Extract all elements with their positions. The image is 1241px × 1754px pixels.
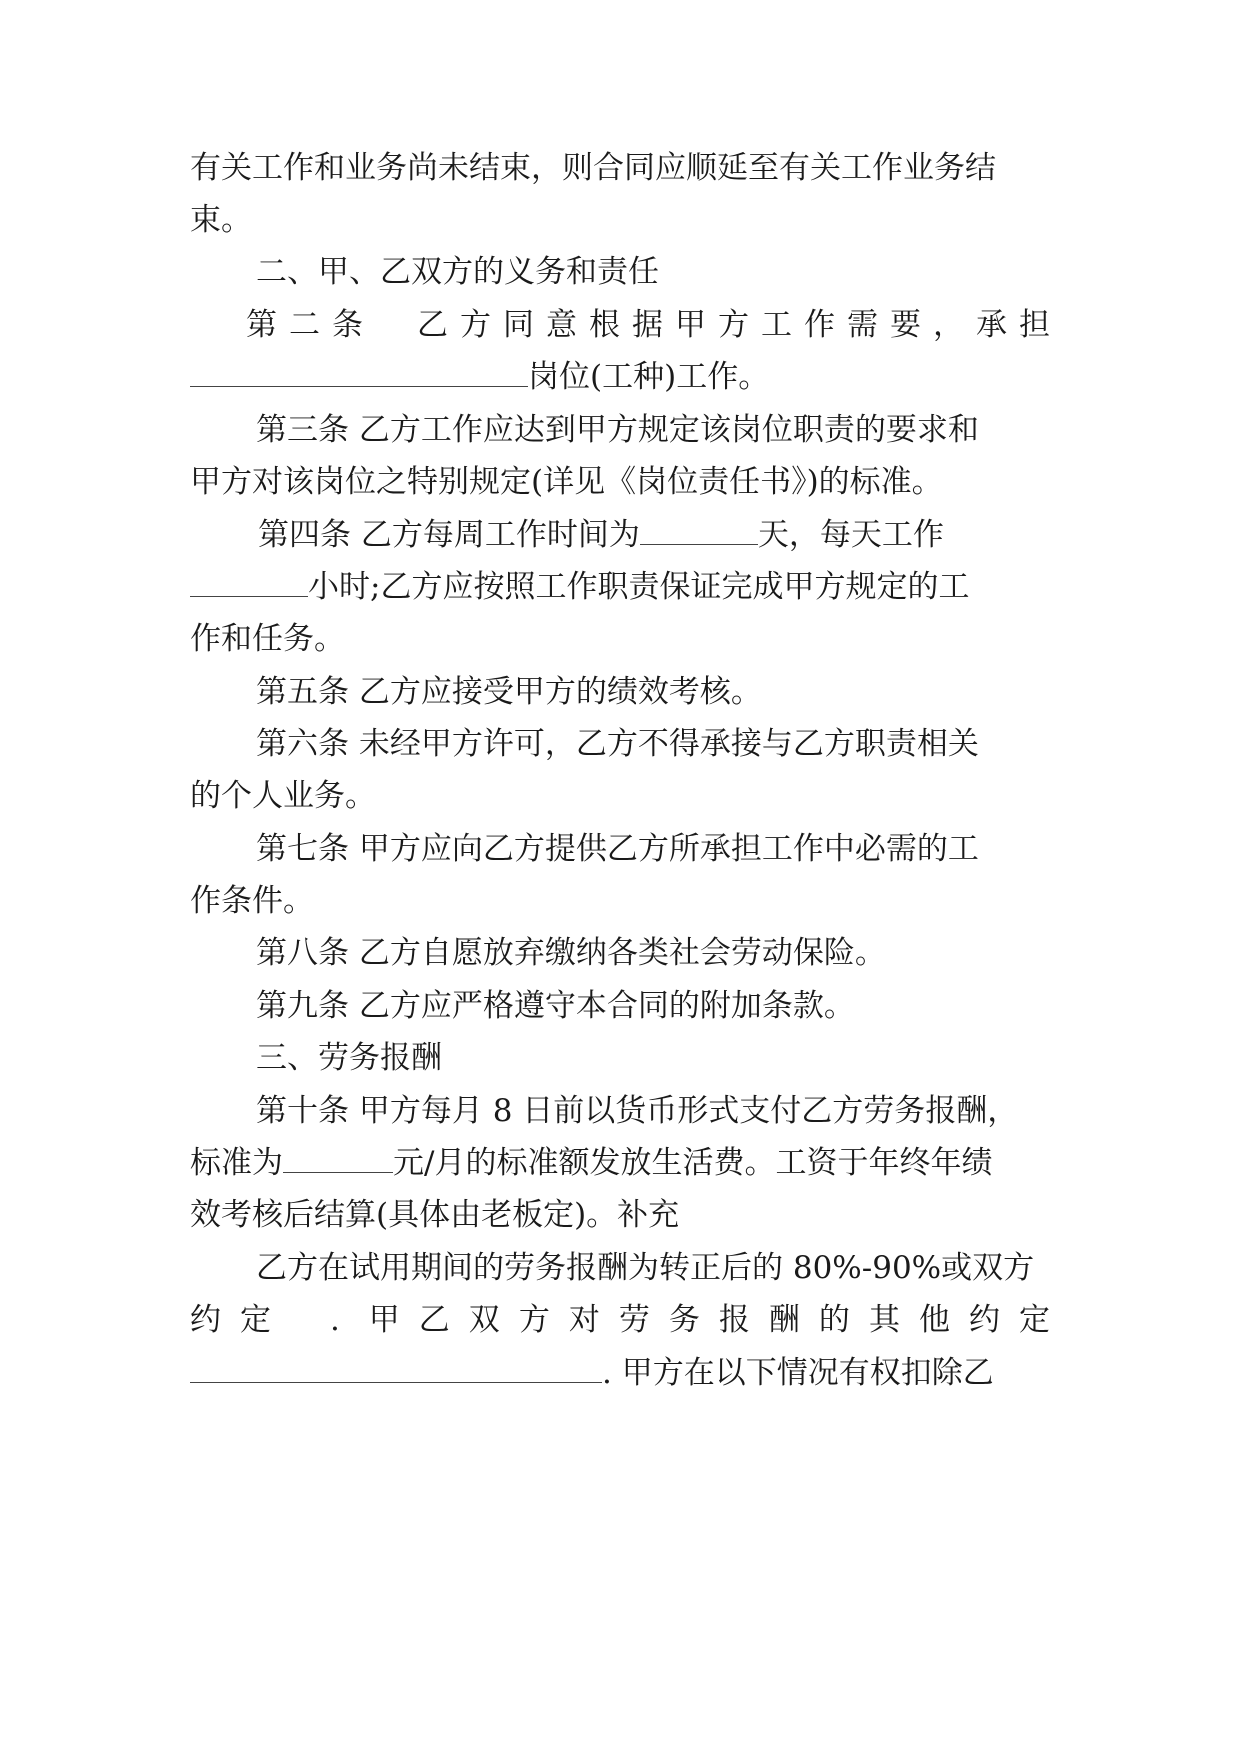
text: 标准为 xyxy=(190,1145,283,1181)
article-number: 第七条 xyxy=(256,831,349,867)
section-heading xyxy=(256,250,1050,294)
text: 束。 xyxy=(190,202,252,238)
heading-text: 二、甲、乙双方的义务和责任 xyxy=(256,254,659,290)
article-5 xyxy=(256,670,1050,714)
article-number: 第六条 xyxy=(256,726,349,762)
article-number: 第三条 xyxy=(256,412,349,448)
text: . 甲方在以下情况有权扣除乙 xyxy=(602,1355,994,1391)
article-7-line-2 xyxy=(190,879,1050,923)
supplement-line-3 xyxy=(190,1351,1050,1395)
text: 天，每天工作 xyxy=(757,517,944,553)
text: 效考核后结算(具体由老板定)。补充 xyxy=(190,1197,680,1233)
article-4-line-2 xyxy=(190,565,1050,609)
text: 作条件。 xyxy=(190,883,314,919)
article-8 xyxy=(256,931,1050,975)
text: 的个人业务。 xyxy=(190,778,376,814)
text: 小时;乙方应按照工作职责保证完成甲方规定的工 xyxy=(308,569,970,605)
article-2-line-1 xyxy=(246,303,1050,347)
text: 有关工作和业务尚未结束，则合同应顺延至有关工作业务结 xyxy=(190,150,996,186)
fill-in-blank[interactable] xyxy=(640,514,758,545)
fill-in-blank[interactable] xyxy=(283,1142,393,1173)
text: 乙方应严格遵守本合同的附加条款。 xyxy=(358,988,855,1024)
article-6-line-1 xyxy=(256,722,1050,766)
article-4-line-1 xyxy=(258,513,1050,557)
text: 乙方工作应达到甲方规定该岗位职责的要求和 xyxy=(358,412,979,448)
article-number: 第五条 xyxy=(256,674,349,710)
text: 甲方每月 8 日前以货币形式支付乙方劳务报酬， xyxy=(358,1093,1019,1129)
article-number: 第二条 xyxy=(246,307,375,343)
text: 乙方同意根据甲方工作需要，承担 xyxy=(405,307,1050,343)
heading-text: 三、劳务报酬 xyxy=(256,1040,442,1076)
text: 乙方每周工作时间为 xyxy=(360,517,640,553)
article-10-line-2 xyxy=(190,1141,1050,1185)
article-9 xyxy=(256,984,1050,1028)
text: 乙方自愿放弃缴纳各类社会劳动保险。 xyxy=(358,935,886,971)
fill-in-blank[interactable] xyxy=(190,356,528,387)
supplement-line-2 xyxy=(190,1298,1050,1342)
text: 甲方应向乙方提供乙方所承担工作中必需的工 xyxy=(358,831,979,867)
article-6-line-2 xyxy=(190,774,1050,818)
fill-in-blank[interactable] xyxy=(190,566,308,597)
article-number: 第八条 xyxy=(256,935,349,971)
article-4-line-3 xyxy=(190,617,1050,661)
text: 约定 xyxy=(190,1302,291,1338)
text: 乙方应接受甲方的绩效考核。 xyxy=(358,674,762,710)
article-number: 第十条 xyxy=(256,1093,349,1129)
article-number: 第九条 xyxy=(256,988,349,1024)
article-10-line-1 xyxy=(256,1089,1050,1133)
article-7-line-1 xyxy=(256,827,1050,871)
text: 乙方在试用期间的劳务报酬为转正后的 80%-90%或双方 xyxy=(256,1250,1035,1286)
text: 作和任务。 xyxy=(190,621,345,657)
text: . 甲乙双方对劳务报酬的其他约定 xyxy=(330,1302,1050,1338)
article-10-line-3 xyxy=(190,1193,1050,1237)
paragraph-line xyxy=(190,146,1050,190)
text: 甲方对该岗位之特别规定(详见《岗位责任书》)的标准。 xyxy=(190,464,943,500)
paragraph-line xyxy=(190,198,1050,242)
fill-in-blank[interactable] xyxy=(190,1352,602,1383)
article-3-line-2 xyxy=(190,460,1050,504)
text: 元/月的标准额发放生活费。工资于年终年绩 xyxy=(393,1145,993,1181)
section-heading xyxy=(256,1036,1050,1080)
article-number: 第四条 xyxy=(258,517,351,553)
text: 未经甲方许可，乙方不得承接与乙方职责相关 xyxy=(358,726,979,762)
article-3-line-1 xyxy=(256,408,1050,452)
supplement-line-1 xyxy=(256,1246,1050,1290)
article-2-line-2 xyxy=(190,355,1050,399)
text: 岗位(工种)工作。 xyxy=(528,359,770,395)
